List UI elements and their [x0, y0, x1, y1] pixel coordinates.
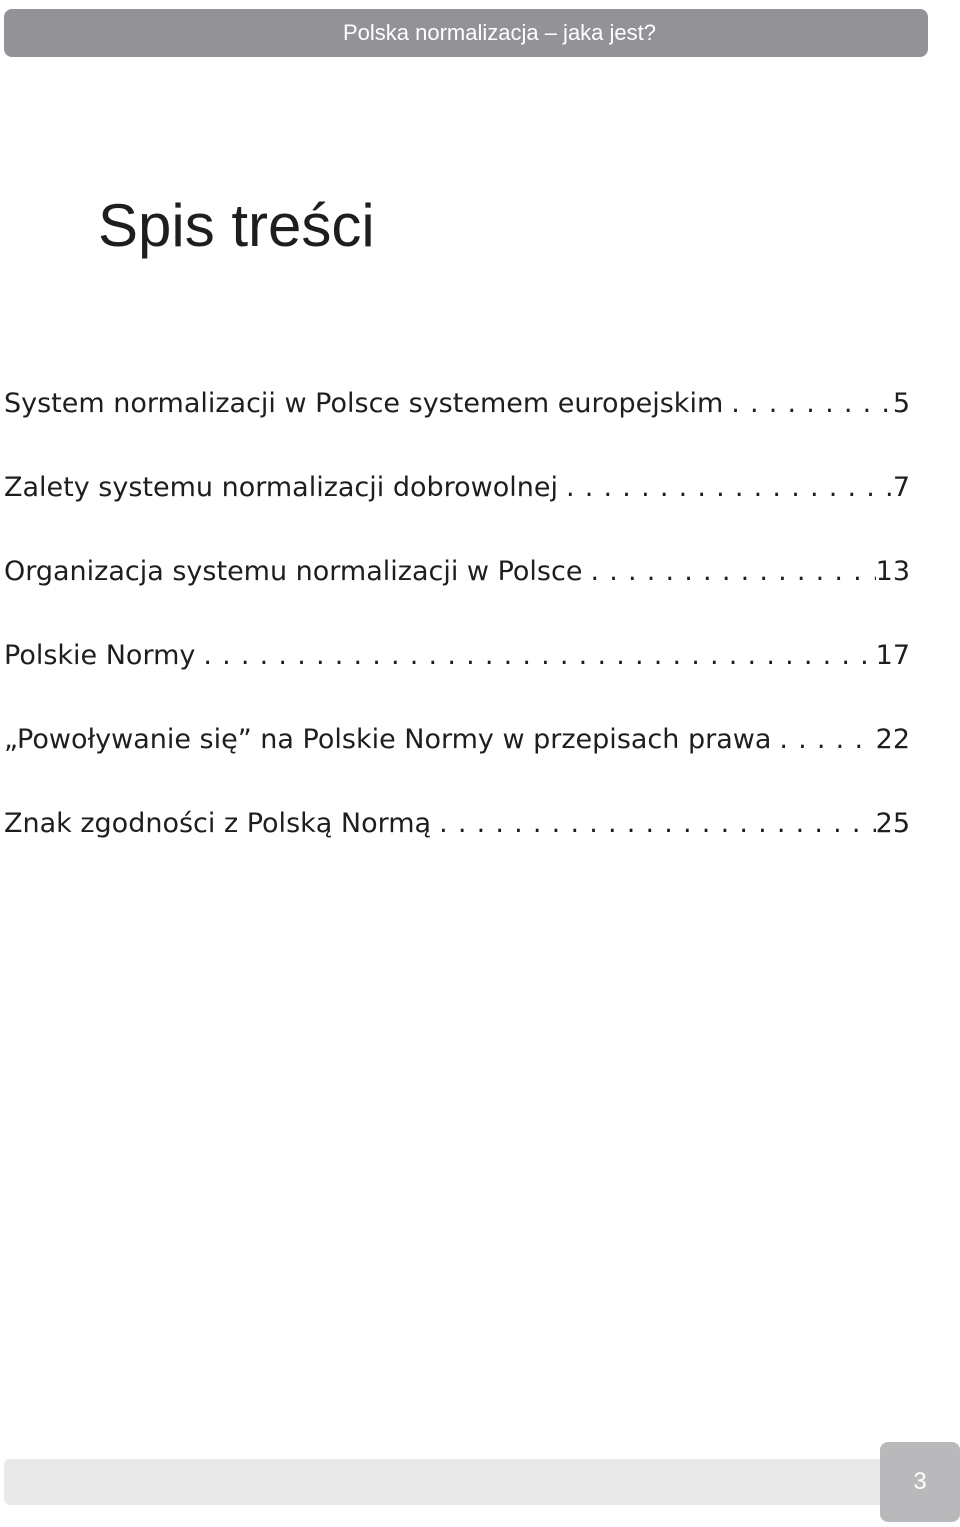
- toc-entry[interactable]: [4, 804, 910, 888]
- toc-entry-title: „Powoływanie się” na Polskie Normy w przepisach prawa: [4, 724, 772, 755]
- toc-entry-title: Zalety systemu normalizacji dobrowolnej: [4, 472, 559, 503]
- running-header-title: Polska normalizacja – jaka jest?: [342, 20, 656, 45]
- toc-entry[interactable]: [4, 552, 910, 636]
- page-title: Spis treści: [98, 192, 375, 259]
- toc-entry[interactable]: [4, 636, 910, 720]
- toc-entry[interactable]: [4, 468, 910, 552]
- toc-entry[interactable]: [4, 384, 910, 468]
- table-of-contents: [4, 384, 910, 888]
- toc-entry-title: Organizacja systemu normalizacji w Polsce: [4, 556, 583, 587]
- toc-entry-page: 22: [875, 724, 910, 755]
- toc-dot-leader: [195, 636, 875, 676]
- page-number: 3: [913, 1468, 927, 1495]
- toc-entry-title: System normalizacji w Polsce systemem europejskim: [4, 388, 724, 419]
- toc-dot-leader: [771, 720, 875, 760]
- toc-entry-page: 25: [875, 808, 910, 839]
- footer-bar: [4, 1459, 904, 1505]
- toc-entry-title: Znak zgodności z Polską Normą: [4, 808, 432, 839]
- toc-dot-leader: [558, 468, 893, 508]
- toc-entry-page: 5: [892, 388, 910, 419]
- toc-dot-leader: [723, 384, 893, 424]
- toc-dot-leader: [582, 552, 875, 592]
- toc-dot-leader: [431, 804, 876, 844]
- toc-entry[interactable]: [4, 720, 910, 804]
- running-header: [4, 9, 928, 57]
- toc-entry-title: Polskie Normy: [4, 640, 196, 671]
- toc-entry-page: 7: [892, 472, 910, 503]
- toc-entry-page: 17: [875, 640, 910, 671]
- page-number-box: [880, 1442, 960, 1522]
- toc-entry-page: 13: [875, 556, 910, 587]
